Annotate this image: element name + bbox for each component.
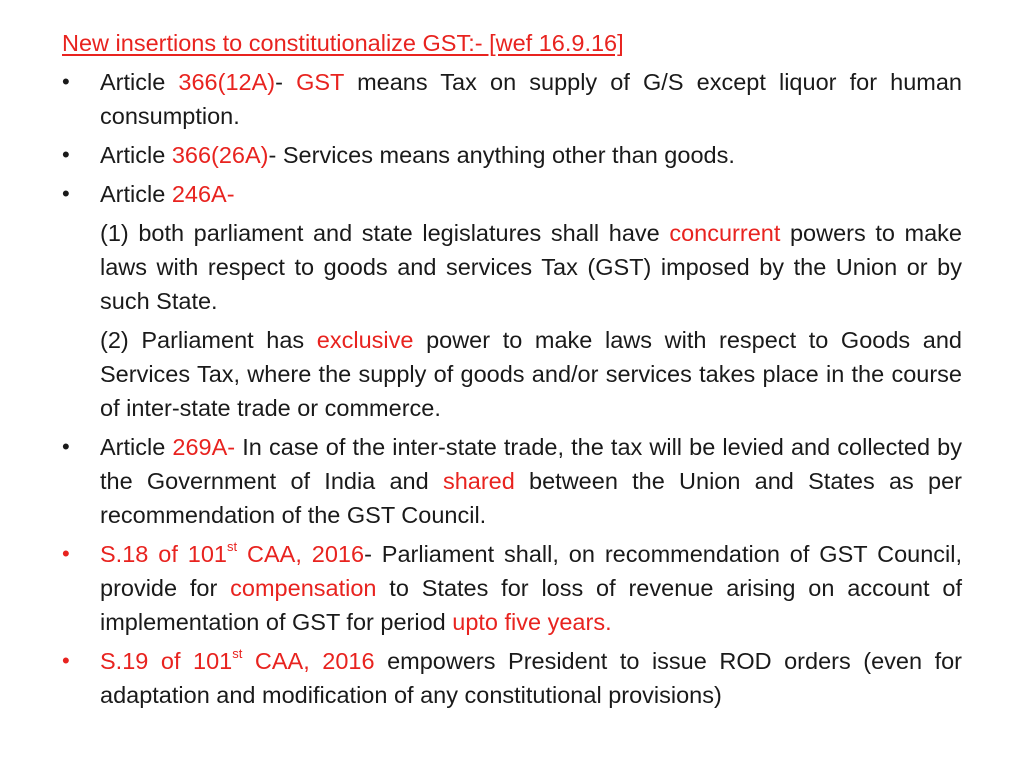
highlight-term: compensation <box>230 575 377 601</box>
list-item-article-269a <box>62 430 962 532</box>
highlight-term: exclusive <box>316 327 414 353</box>
bullet-icon: • <box>62 648 70 673</box>
bullet-icon: • <box>62 142 70 167</box>
section-ref-act: CAA, 2016 <box>242 648 375 674</box>
item-text: - Parliament shall, on recommendation of GST Council, provide for <box>100 541 962 601</box>
slide-heading: New insertions to constitutionalize GST:- [wef 16.9.16] <box>62 30 624 56</box>
section-ref: S.18 of 101 <box>100 541 227 567</box>
article-prefix: Article <box>100 434 173 460</box>
highlight-term: shared <box>442 468 515 494</box>
article-prefix: Article <box>100 181 172 207</box>
bullet-icon: • <box>62 69 70 94</box>
ordinal-suffix: st <box>232 646 243 662</box>
article-prefix: Article <box>100 142 172 168</box>
item-text: means Tax on supply of G/S except liquor for human consumption. <box>100 69 962 129</box>
slide-body <box>62 26 962 717</box>
sub-paragraph-2 <box>62 323 962 425</box>
highlight-term: concurrent <box>669 220 781 246</box>
separator: - <box>275 69 297 95</box>
sub-text: powers to make laws with respect to goods and services Tax (GST) imposed by the Union or by such State. <box>100 220 962 314</box>
article-ref: 366(26A) <box>171 142 269 168</box>
highlight-term: GST <box>296 69 344 95</box>
item-text: - Services means anything other than goods. <box>268 142 735 168</box>
bullet-icon: • <box>62 541 70 566</box>
highlight-term: upto five years. <box>452 609 612 635</box>
sub-text: power to make laws with respect to Goods and Services Tax, where the supply of goods and/or services takes place in the course of inter-state trade or commerce. <box>100 327 962 421</box>
ordinal-suffix: st <box>226 539 238 555</box>
list-item-section-19 <box>62 644 962 712</box>
sub-paragraph-1 <box>62 216 962 318</box>
item-text: to States for loss of revenue arising on account of implementation of GST for period <box>100 575 962 635</box>
list-item-article-246a <box>62 177 962 211</box>
item-text: In case of the inter-state trade, the tax will be levied and collected by the Government of India and <box>100 434 962 494</box>
list-item-article-366-26a <box>62 138 962 172</box>
list-item-section-18 <box>62 537 962 639</box>
article-ref: 269A- <box>172 434 236 460</box>
article-ref: 246A- <box>171 181 235 207</box>
list-item-article-366-12a <box>62 65 962 133</box>
sub-text: (1) both parliament and state legislatures shall have <box>100 220 670 246</box>
article-prefix: Article <box>100 69 179 95</box>
item-text: empowers President to issue ROD orders (even for adaptation and modification of any constitutional provisions) <box>100 648 962 708</box>
sub-text: (2) Parliament has <box>100 327 317 353</box>
bullet-icon: • <box>62 434 70 459</box>
bullet-icon: • <box>62 181 70 206</box>
section-ref-act: CAA, 2016 <box>237 541 365 567</box>
item-text: between the Union and States as per recommendation of the GST Council. <box>100 468 962 528</box>
section-ref: S.19 of 101 <box>100 648 233 674</box>
article-ref: 366(12A) <box>178 69 276 95</box>
